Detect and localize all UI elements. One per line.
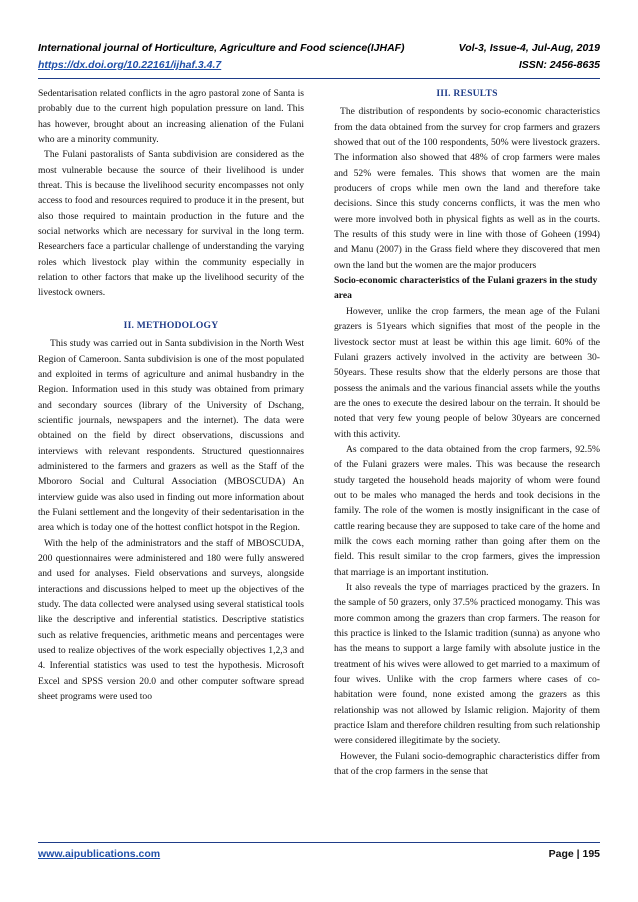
page-header bbox=[38, 40, 600, 74]
header-divider bbox=[38, 78, 600, 79]
page-footer bbox=[38, 848, 600, 860]
page-number: Page | 195 bbox=[548, 848, 600, 860]
right-column bbox=[334, 86, 600, 779]
left-column bbox=[38, 86, 304, 704]
paragraph: The distribution of respondents by socio-economic characteristics from the data obtained from the survey for crop farmers and grazers showed that out of the 100 respondents, 50% were livestock grazers. The information also showed that 48% of crop farmers were males and 52% were females. This shows that women are the main producers of crops while men own the land and therefore take decisions. Since this study concerns conflicts, it was the men who were more involved both in physical fights as well as in the courts. The results of this study were in line with those of Goheen (1994) and Manu (2007) in the Grass field where they discovered that men own the land but the women are the major producers bbox=[334, 106, 600, 271]
paragraph: However, unlike the crop farmers, the mean age of the Fulani grazers is 51years which signifies that most of the people in the livestock sector must at least be within this age limit. 60% of the Fulani grazers actively involved in the activity are between 30-50years. These results show that the elderly persons are those that possess the animals and the various financial assets while the youths are the ones to execute the desired labour on the terrain. It should be noted that very few young people of below 30years are concerned with this activity. bbox=[334, 305, 600, 440]
paragraph: This study was carried out in Santa subdivision in the North West Region of Cameroon. Santa subdivision is one of the most populated and exploited in terms of agriculture and animal husbandry in the Region. Information used in this study was obtained from primary and secondary sources (library of the University of Dschang, scientific journals, newspapers and the internet). The data were obtained on the field by direct observations, discussions and interviews with relevant respondents. Structured questionnaires administered to the farmers and grazers as well as the Staff of the Mbororo Social and Cultural Association (MBOSCUDA) An interview guide was also used in finding out more information about the Fulani settlement and the longevity of their sedentarisation in the area which is today one of the hottest conflict hotspot in the Region. bbox=[38, 338, 304, 534]
paragraph: However, the Fulani socio-demographic characteristics differ from that of the crop farmers in the sense that bbox=[334, 750, 600, 778]
issn: ISSN: 2456-8635 bbox=[518, 59, 600, 71]
journal-title: International journal of Horticulture, Agriculture and Food science(IJHAF) bbox=[38, 42, 405, 54]
results-heading: III. RESULTS bbox=[436, 88, 498, 99]
methodology-heading: II. METHODOLOGY bbox=[123, 319, 219, 331]
website-link[interactable]: www.aipublications.com bbox=[38, 848, 161, 860]
paragraph: With the help of the administrators and the staff of MBOSCUDA, 200 questionnaires were administered and 180 were fully answered and used for analyses. Field observations and surveys, alongside interactions and discussions helped to meet up the objectives of the study. The data collected were analysed using several statistical tools like the descriptive and inferential statistics. Descriptive statistics such as relative frequencies, arithmetic means and percentages were used to realize objectives of the work especially objectives 1,2,3 and 4. Inferential statistics was used to test the hypothesis. Microsoft Excel and SPSS version 20.0 and other computer software spread sheet programs were used too bbox=[38, 537, 304, 703]
volume-issue: Vol-3, Issue-4, Jul-Aug, 2019 bbox=[458, 42, 600, 54]
section-subheading: Socio-economic characteristics of the Fulani grazers in the study area bbox=[334, 275, 598, 302]
paragraph: Sedentarisation related conflicts in the agro pastoral zone of Santa is probably due to the current high population pressure on land. This has however, brought about an increasing alienation of the Fulani who are a minority community. bbox=[38, 88, 304, 146]
paragraph: As compared to the data obtained from the crop farmers, 92.5% of the Fulani grazers were males. This was because the research study targeted the household heads majority of whom were found out to be males who managed the herds and took decisions in the family. The role of the women is mostly insignificant in the case of cattle rearing because they are supposed to take care of the home and milk the cows each morning rather than going after them on the field. This result similar to the crop farmers, gives the impression that marriage is an important institution. bbox=[334, 443, 600, 578]
footer-divider bbox=[38, 842, 600, 843]
paragraph: It also reveals the type of marriages practiced by the grazers. In the sample of 50 grazers, only 37.5% practiced monogamy. This was more common among the grazers than crop farmers. The reason for this practice is linked to the Islamic tradition (sunna) as anyone who has the means to support a large family with absolute justice in the treatment of his wives were allowed to get married to a maximum of four wives. Unlike with the crop farmers where cases of co-habitation were found, none existed among the grazers as this relationship was not allowed by Islamic religion. Majority of them practice Islam and therefore children resulting from such relationship were considered illegitimate by the society. bbox=[334, 582, 600, 747]
doi-link[interactable]: https://dx.doi.org/10.22161/ijhaf.3.4.7 bbox=[38, 59, 222, 71]
paragraph: The Fulani pastoralists of Santa subdivision are considered as the most vulnerable because the source of their livelihood is under threat. This is because the livelihood security encompasses not only access to food and resources required to produce it in the present, but also those required to maintain production in the future and the social networks which are necessary for survival in the long term. Researchers face a particular challenge of understanding the varying roles which livestock play within the community especially in relation to other factors that make up the livelihood security of the livestock owners. bbox=[38, 149, 304, 299]
